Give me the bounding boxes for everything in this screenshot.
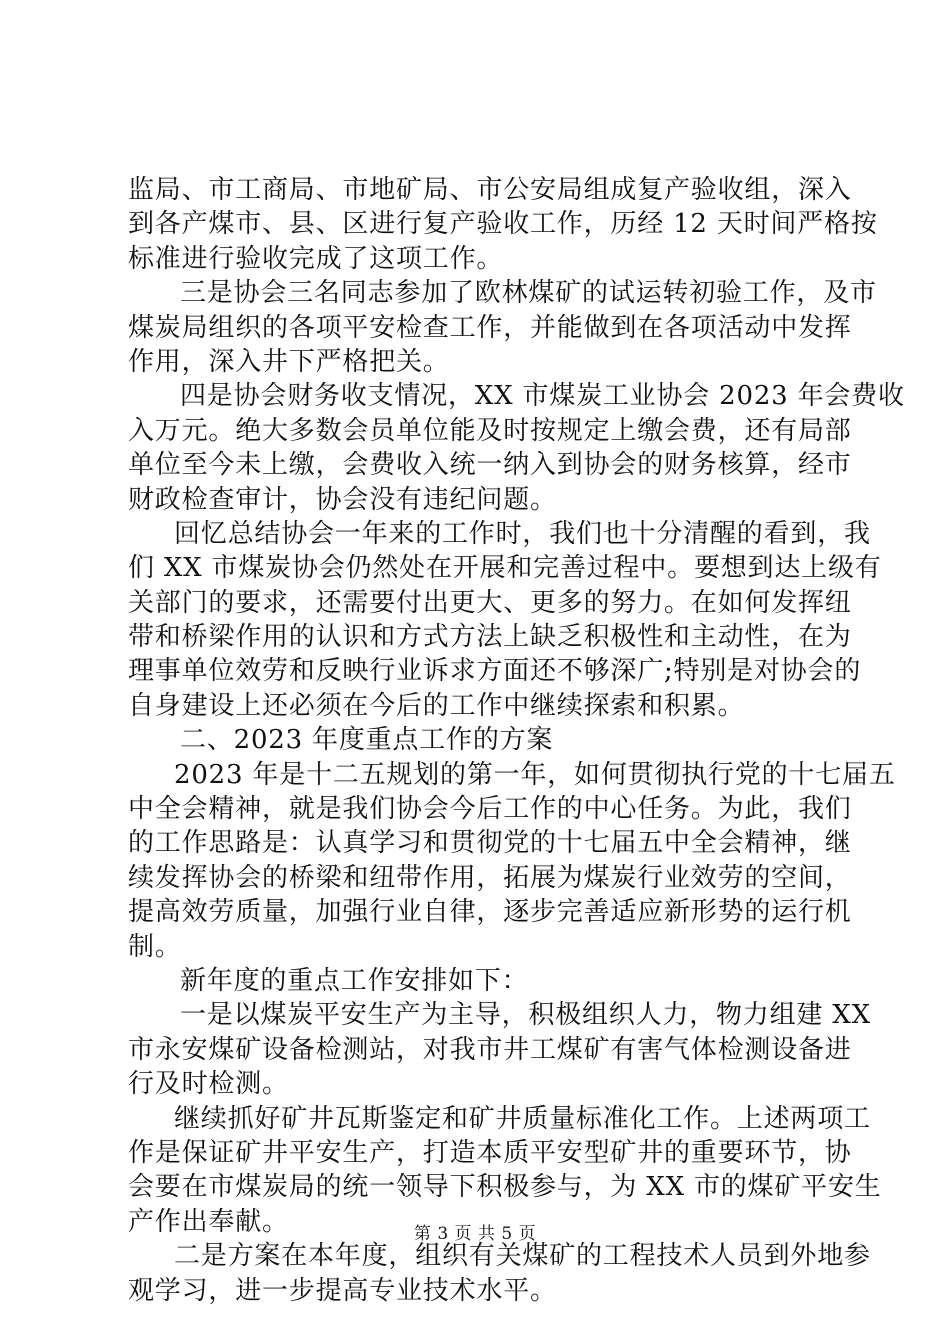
- paragraph-start-line: 三是协会三名同志参加了欧林煤矿的试运转初验工作，及市: [180, 278, 877, 309]
- paragraph-start-line: 四是协会财务收支情况，XX 市煤炭工业协会 2023 年会费收: [180, 381, 905, 412]
- text-line: 提高效劳质量，加强行业自律，逐步完善适应新形势的运行机: [128, 897, 852, 928]
- text-line: 产作出奉献。: [128, 1206, 289, 1237]
- text-line: 制。: [128, 931, 182, 962]
- paragraph-start-line: 回忆总结协会一年来的工作时，我们也十分清醒的看到，我: [174, 518, 871, 549]
- section-heading: 二、2023 年度重点工作的方案: [180, 725, 554, 756]
- text-line: 关部门的要求，还需要付出更大、更多的努力。在如何发挥纽: [128, 587, 852, 618]
- text-line: 中全会精神，就是我们协会今后工作的中心任务。为此，我们: [128, 794, 852, 825]
- text-line: 会要在市煤炭局的统一领导下积极参与，为 XX 市的煤矿平安生: [128, 1172, 882, 1203]
- text-line: 监局、市工商局、市地矿局、市公安局组成复产验收组，深入: [128, 175, 852, 205]
- text-line: 的工作思路是：认真学习和贯彻党的十七届五中全会精神，继: [128, 828, 852, 859]
- document-body: [128, 173, 905, 1308]
- text-line: 标准进行验收完成了这项工作。: [128, 243, 504, 274]
- text-line: 带和桥梁作用的认识和方式方法上缺乏积极性和主动性，在为: [128, 622, 852, 653]
- text-line: 们 XX 市煤炭协会仍然处在开展和完善过程中。要想到达上级有: [128, 553, 882, 584]
- text-line: 财政检查审计，协会没有违纪问题。: [128, 484, 557, 515]
- text-line: 行及时检测。: [128, 1069, 289, 1100]
- text-line: 作是保证矿井平安生产，打造本质平安型矿井的重要环节，协: [128, 1137, 852, 1168]
- text-line: 续发挥协会的桥梁和纽带作用，拓展为煤炭行业效劳的空间，: [128, 862, 852, 893]
- paragraph-start-line: 继续抓好矿井瓦斯鉴定和矿井质量标准化工作。上述两项工: [174, 1103, 871, 1134]
- text-line: 自身建设上还必须在今后的工作中继续探索和积累。: [128, 690, 745, 721]
- text-line: 入万元。绝大多数会员单位能及时按规定上缴会费，还有局部: [128, 415, 852, 446]
- text-line: 到各产煤市、县、区进行复产验收工作，历经 12 天时间严格按: [128, 209, 878, 240]
- text-line: 市永安煤矿设备检测站，对我市井工煤矿有害气体检测设备进: [128, 1034, 852, 1065]
- page-number-footer: 第 3 页 共 5 页: [413, 1224, 537, 1244]
- text-line: 作用，深入井下严格把关。: [128, 346, 450, 377]
- paragraph-start-line: 2023 年是十二五规划的第一年，如何贯彻执行党的十七届五: [174, 759, 896, 790]
- text-line: 观学习，进一步提高专业技术水平。: [128, 1275, 557, 1306]
- paragraph-start-line: 一是以煤炭平安生产为主导，积极组织人力，物力组建 XX: [180, 1000, 871, 1031]
- paragraph-start-line: 新年度的重点工作安排如下：: [180, 965, 529, 996]
- paragraph-start-line: 二是方案在本年度，组织有关煤矿的工程技术人员到外地参: [174, 1241, 871, 1272]
- text-line: 煤炭局组织的各项平安检查工作，并能做到在各项活动中发挥: [128, 312, 852, 343]
- text-line: 单位至今未上缴，会费收入统一纳入到协会的财务核算，经市: [128, 450, 852, 481]
- text-line: 理事单位效劳和反映行业诉求方面还不够深广;特别是对协会的: [128, 656, 862, 687]
